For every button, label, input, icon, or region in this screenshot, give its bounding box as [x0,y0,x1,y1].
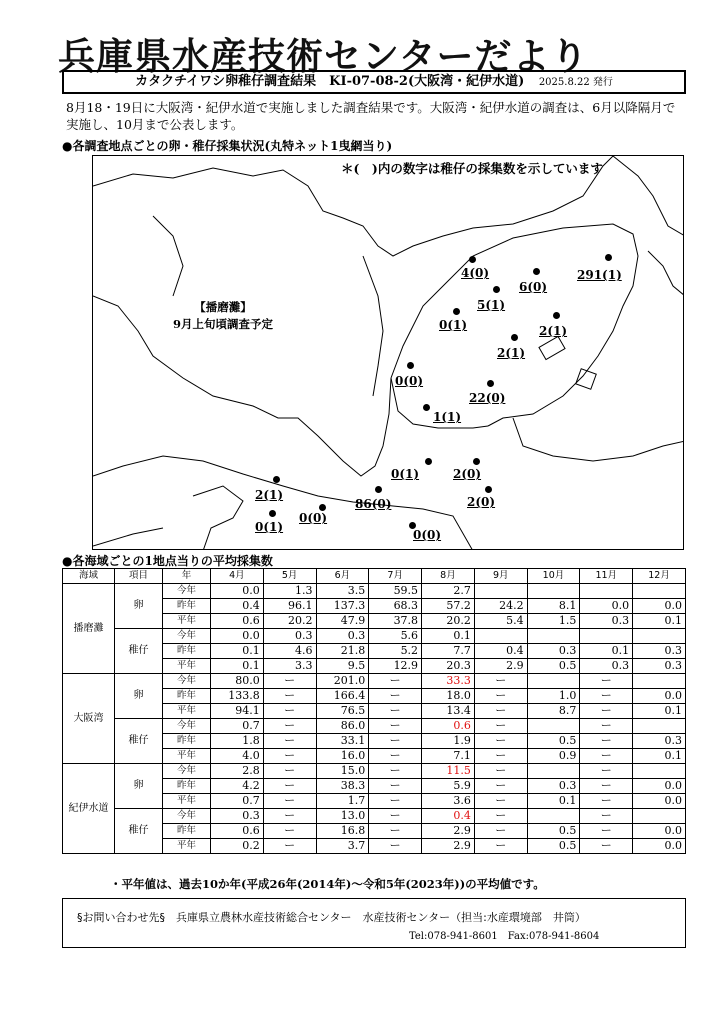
value-cell: 0.1 [580,644,633,659]
value-cell: 0.0 [633,689,686,704]
value-cell: 3.7 [316,839,369,854]
value-cell: 20.2 [263,614,316,629]
intro-text: 8月18・19日に大阪湾・紀伊水道で実施しました調査結果です。大阪湾・紀伊水道の調査は、6月以降隔月で実施し、10月まで公表します。 [66,100,676,132]
year-cell: 今年 [163,809,211,824]
value-cell: 0.5 [527,839,580,854]
value-cell: 21.8 [316,644,369,659]
section-average-heading: ●各海域ごとの1地点当りの平均採集数 [62,554,273,568]
value-cell [527,764,580,779]
value-cell: ー [369,839,422,854]
table-row [63,809,686,824]
value-cell [474,629,527,644]
value-cell: 9.5 [316,659,369,674]
value-cell: 0.3 [633,659,686,674]
value-cell: 57.2 [422,599,475,614]
value-cell: 7.7 [422,644,475,659]
table-header-row [63,569,686,584]
item-cell: 卵 [115,584,163,629]
value-cell: 0.1 [211,659,264,674]
table-row [63,674,686,689]
station-label: 4(0) [461,266,490,280]
value-cell: 166.4 [316,689,369,704]
value-cell: 2.9 [422,839,475,854]
value-cell: ー [263,779,316,794]
table-row [63,764,686,779]
column-header: 4月 [211,569,264,584]
column-header: 5月 [263,569,316,584]
banner-title: 兵庫県水産技術センターだより [58,35,589,78]
station-dot [375,486,382,493]
value-cell: 0.0 [211,629,264,644]
value-cell [527,584,580,599]
value-cell: ー [263,839,316,854]
station-label: 291(1) [577,268,622,282]
year-cell: 今年 [163,584,211,599]
value-cell: ー [369,824,422,839]
table-row [63,584,686,599]
value-cell: 1.7 [316,794,369,809]
value-cell: ー [263,734,316,749]
harima-label [173,299,273,333]
station-label: 1(1) [433,410,462,424]
column-header: 10月 [527,569,580,584]
value-cell: ー [369,689,422,704]
value-cell: 0.1 [527,794,580,809]
value-cell: 0.3 [633,734,686,749]
newsletter-banner [58,26,688,78]
value-cell: 33.1 [316,734,369,749]
value-cell: 0.5 [527,824,580,839]
value-cell: 0.3 [580,659,633,674]
value-cell: 13.0 [316,809,369,824]
station-label: 86(0) [355,497,392,511]
value-cell: ー [474,764,527,779]
station-dot [533,268,540,275]
value-cell [633,674,686,689]
value-cell: 96.1 [263,599,316,614]
value-cell: 11.5 [422,764,475,779]
column-header: 7月 [369,569,422,584]
value-cell: ー [474,779,527,794]
value-cell: ー [474,704,527,719]
value-cell: ー [580,734,633,749]
value-cell: 38.3 [316,779,369,794]
year-cell: 昨年 [163,779,211,794]
value-cell: 4.2 [211,779,264,794]
value-cell: 0.4 [474,644,527,659]
column-header: 8月 [422,569,475,584]
value-cell: 0.1 [211,644,264,659]
value-cell: 8.1 [527,599,580,614]
value-cell: 59.5 [369,584,422,599]
average-catch-table [62,568,686,854]
value-cell [633,629,686,644]
station-label: 2(0) [467,495,496,509]
year-cell: 平年 [163,659,211,674]
value-cell: 4.0 [211,749,264,764]
value-cell: ー [263,674,316,689]
table-row [63,629,686,644]
value-cell: ー [263,809,316,824]
column-header: 項目 [115,569,163,584]
value-cell [633,764,686,779]
value-cell: 0.3 [263,629,316,644]
value-cell: 1.9 [422,734,475,749]
value-cell: 13.4 [422,704,475,719]
station-label: 2(1) [497,346,526,360]
value-cell: 0.0 [633,839,686,854]
value-cell: ー [369,734,422,749]
station-dot [473,458,480,465]
report-title: カタクチイワシ卵稚仔調査結果 KI-07-08-2(大阪湾・紀伊水道) [135,74,525,89]
value-cell: 24.2 [474,599,527,614]
station-dot [273,476,280,483]
value-cell: 0.1 [633,749,686,764]
value-cell: 0.3 [527,644,580,659]
value-cell: 0.3 [211,809,264,824]
year-cell: 昨年 [163,689,211,704]
value-cell: ー [263,764,316,779]
contact-box [62,898,686,948]
station-label: 0(1) [439,318,468,332]
value-cell: 12.9 [369,659,422,674]
value-cell: 0.0 [633,824,686,839]
value-cell: ー [474,734,527,749]
value-cell [527,629,580,644]
station-dot [511,334,518,341]
value-cell: ー [263,704,316,719]
region-cell: 紀伊水道 [63,764,115,854]
value-cell: ー [369,704,422,719]
value-cell: 7.1 [422,749,475,764]
value-cell: 3.5 [316,584,369,599]
value-cell: ー [580,809,633,824]
value-cell [633,584,686,599]
value-cell: 1.3 [263,584,316,599]
value-cell: 47.9 [316,614,369,629]
station-dot [553,312,560,319]
value-cell: 0.1 [633,704,686,719]
item-cell: 稚仔 [115,719,163,764]
value-cell: 76.5 [316,704,369,719]
year-cell: 昨年 [163,824,211,839]
year-cell: 平年 [163,839,211,854]
value-cell: 20.3 [422,659,475,674]
value-cell [527,809,580,824]
value-cell: 2.9 [474,659,527,674]
value-cell: 137.3 [316,599,369,614]
station-dot [269,510,276,517]
value-cell: 133.8 [211,689,264,704]
year-cell: 今年 [163,719,211,734]
value-cell: 5.9 [422,779,475,794]
value-cell: 2.8 [211,764,264,779]
harima-title: 【播磨灘】 [194,300,252,314]
value-cell [527,674,580,689]
value-cell: 0.3 [633,644,686,659]
contact-line-1: §お問い合わせ先§ 兵庫県立農林水産技術総合センター 水産技術センター（担当:水産環境部 井筒） [77,911,586,924]
value-cell: 0.0 [633,794,686,809]
section-stations-heading: ●各調査地点ごとの卵・稚仔採集状況(丸特ネット1曳網当り) [62,139,393,153]
station-label: 0(1) [255,520,284,534]
station-dot [453,308,460,315]
region-cell: 大阪湾 [63,674,115,764]
station-label: 6(0) [519,280,548,294]
value-cell: ー [580,779,633,794]
year-cell: 今年 [163,764,211,779]
value-cell: 2.7 [422,584,475,599]
value-cell: 3.3 [263,659,316,674]
value-cell: ー [474,839,527,854]
value-cell: ー [474,674,527,689]
value-cell: ー [474,749,527,764]
value-cell: 0.0 [633,599,686,614]
value-cell: 0.6 [211,824,264,839]
value-cell: 0.4 [211,599,264,614]
value-cell: ー [580,824,633,839]
value-cell: ー [263,689,316,704]
value-cell: 0.4 [422,809,475,824]
value-cell: ー [369,674,422,689]
station-label: 2(1) [539,324,568,338]
station-label: 2(1) [255,488,284,502]
station-label: 0(0) [413,528,442,542]
value-cell: 18.0 [422,689,475,704]
value-cell: 0.2 [211,839,264,854]
value-cell: ー [474,794,527,809]
station-label: 22(0) [469,391,506,405]
value-cell: ー [580,749,633,764]
station-label: 2(0) [453,467,482,481]
year-cell: 今年 [163,674,211,689]
value-cell: 80.0 [211,674,264,689]
item-cell: 卵 [115,764,163,809]
map-note: ＊( )内の数字は稚仔の採集数を示しています [341,161,603,176]
value-cell: 37.8 [369,614,422,629]
report-title-box [62,70,686,94]
value-cell: 1.5 [527,614,580,629]
value-cell: ー [580,704,633,719]
value-cell: ー [369,794,422,809]
station-dot [487,380,494,387]
value-cell: ー [369,749,422,764]
value-cell: ー [369,779,422,794]
value-cell: 0.6 [422,719,475,734]
value-cell: ー [369,809,422,824]
station-dot [407,362,414,369]
station-dot [319,504,326,511]
value-cell: ー [580,689,633,704]
item-cell: 稚仔 [115,809,163,854]
value-cell: ー [263,749,316,764]
value-cell: 16.0 [316,749,369,764]
table-row [63,719,686,734]
value-cell: ー [474,689,527,704]
value-cell: 16.8 [316,824,369,839]
value-cell [474,584,527,599]
year-cell: 昨年 [163,734,211,749]
year-cell: 平年 [163,794,211,809]
value-cell: 0.0 [633,779,686,794]
value-cell: ー [263,794,316,809]
value-cell: 0.1 [422,629,475,644]
value-cell: 201.0 [316,674,369,689]
value-cell: ー [369,764,422,779]
column-header: 9月 [474,569,527,584]
value-cell: 5.2 [369,644,422,659]
value-cell: ー [580,764,633,779]
value-cell: ー [474,824,527,839]
value-cell: 5.4 [474,614,527,629]
value-cell: ー [580,674,633,689]
value-cell: ー [580,839,633,854]
year-cell: 昨年 [163,599,211,614]
value-cell: ー [580,719,633,734]
value-cell: 1.0 [527,689,580,704]
value-cell: 3.6 [422,794,475,809]
station-label: 0(0) [395,374,424,388]
value-cell: 0.9 [527,749,580,764]
station-label: 0(0) [299,511,328,525]
value-cell: ー [474,809,527,824]
value-cell: 0.3 [527,779,580,794]
column-header: 11月 [580,569,633,584]
value-cell: 4.6 [263,644,316,659]
value-cell: 0.3 [580,614,633,629]
value-cell: 0.0 [211,584,264,599]
station-dot [493,286,500,293]
value-cell: 0.3 [316,629,369,644]
harima-note: 9月上旬頃調査予定 [173,317,274,331]
value-cell: ー [580,794,633,809]
value-cell [633,809,686,824]
column-header: 6月 [316,569,369,584]
value-cell: 2.9 [422,824,475,839]
footnote: ・平年値は、過去10か年(平成26年(2014年)～令和5年(2023年))の平均値です。 [110,877,545,891]
value-cell: 33.3 [422,674,475,689]
region-cell: 播磨灘 [63,584,115,674]
value-cell: 0.7 [211,719,264,734]
value-cell: 15.0 [316,764,369,779]
year-cell: 平年 [163,614,211,629]
station-dot [605,254,612,261]
value-cell: 0.5 [527,659,580,674]
coastline-map [93,156,684,550]
value-cell: ー [369,719,422,734]
value-cell [580,584,633,599]
value-cell [633,719,686,734]
year-cell: 今年 [163,629,211,644]
value-cell [580,629,633,644]
station-label: 5(1) [477,298,506,312]
item-cell: 卵 [115,674,163,719]
column-header: 年 [163,569,211,584]
station-dot [469,256,476,263]
value-cell: 68.3 [369,599,422,614]
station-dot [425,458,432,465]
issue-date: 2025.8.22 発行 [538,77,613,88]
item-cell: 稚仔 [115,629,163,674]
column-header: 海域 [63,569,115,584]
year-cell: 平年 [163,704,211,719]
value-cell: ー [474,719,527,734]
value-cell: 5.6 [369,629,422,644]
value-cell: 0.1 [633,614,686,629]
value-cell: 86.0 [316,719,369,734]
station-dot [485,486,492,493]
station-dot [423,404,430,411]
value-cell: ー [263,824,316,839]
year-cell: 昨年 [163,644,211,659]
value-cell: 0.7 [211,794,264,809]
year-cell: 平年 [163,749,211,764]
survey-map [92,155,684,550]
value-cell: 0.0 [580,599,633,614]
value-cell: 20.2 [422,614,475,629]
value-cell: 1.8 [211,734,264,749]
value-cell: 0.6 [211,614,264,629]
contact-line-2: Tel:078-941-8601 Fax:078-941-8604 [409,931,600,942]
value-cell [527,719,580,734]
value-cell: 8.7 [527,704,580,719]
value-cell: 94.1 [211,704,264,719]
value-cell: ー [263,719,316,734]
column-header: 12月 [633,569,686,584]
station-label: 0(1) [391,467,420,481]
value-cell: 0.5 [527,734,580,749]
